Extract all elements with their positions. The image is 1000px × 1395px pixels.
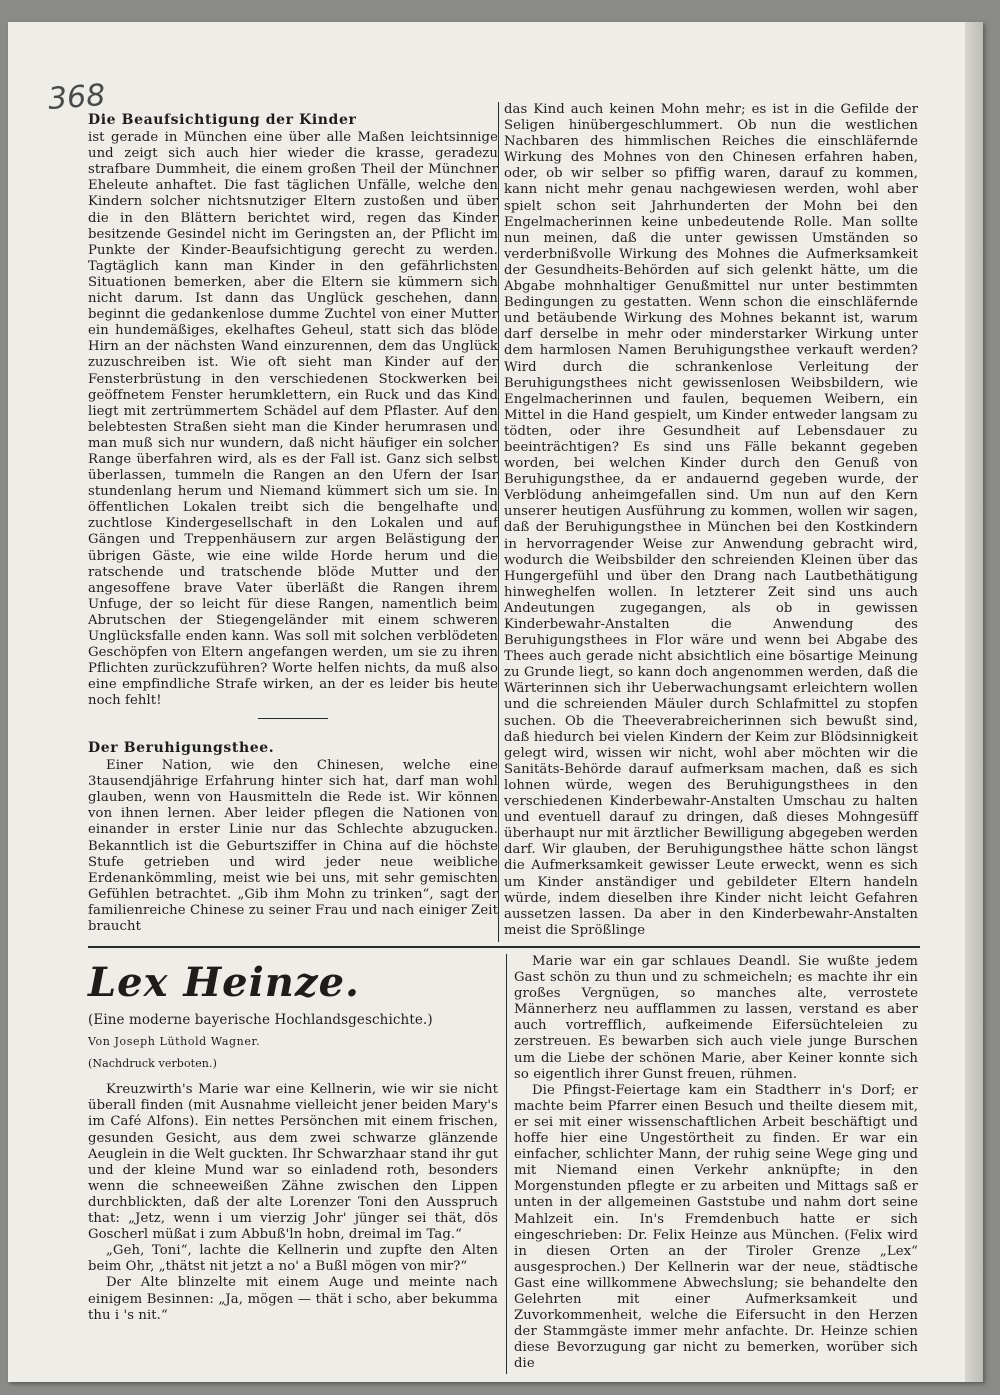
story-right-column bbox=[514, 954, 918, 1372]
upper-left-column bbox=[88, 112, 498, 709]
upper-right-column bbox=[504, 102, 918, 939]
article-title-beaufsichtigung: Die Beaufsichtigung der Kinder bbox=[88, 112, 357, 128]
story-subtitle: (Eine moderne bayerische Hochlandsgeschichte.) bbox=[88, 1012, 433, 1028]
reprint-note: (Nachdruck verboten.) bbox=[88, 1057, 217, 1071]
story-paragraph: Kreuzwirth's Marie war eine Kellnerin, wie wir sie nicht überall finden (mit Ausnahme vielleicht jener beiden Mary's im Café Alfons). Ein nettes Persönchen mit einem frischen, gesunden Gesicht, aus dem zwei schwarze glänzende Aeuglein in die Welt guckten. Ihr Schwarzhaar stand ihr gut und der kleine Mund war so einladend roth, besonders wenn die schneeweißen Zähne zwischen den Lippen durchblickten, daß der alte Lorenzer Toni den Ausspruch that: „Jetz, wenn i um vierzig Johr' jünger sei thät, dös Goscherl müßat i zum Abbuß'ln hobn, dreimal im Tag.“ bbox=[88, 1082, 498, 1243]
story-paragraph: Der Alte blinzelte mit einem Auge und meinte nach einigem Besinnen: „Ja, mögen — thät i scho, aber bekumma thu i 's nit.“ bbox=[88, 1275, 498, 1323]
article-body-beruhigungsthee: Einer Nation, wie den Chinesen, welche eine 3tausendjährige Erfahrung hinter sich hat, darf man wohl glauben, wenn von Hausmitteln die Rede ist. Wir können von ihnen lernen. Aber leider pflegen die Nationen von einander in erster Linie nur das Schlechte abzugucken. Bekanntlich ist die Geburtsziffer in China auf die höchste Stufe getrieben und wird jeder neue weibliche Erdenankömmling, meist wie bei uns, mit sehr gemischten Gefühlen betrachtet. „Gib ihm Mohn zu trinken“, sagt der familienreiche Chinese zu seiner Frau und nach einiger Zeit braucht bbox=[88, 758, 498, 935]
article-body-beruhigungsthee-continued: das Kind auch keinen Mohn mehr; es ist in die Gefilde der Seligen hinübergeschlummert. Ob nun die westlichen Nachbaren des himmlischen Reiches die einschläfernde Wirkung des Mohnes von den Chinesen erfahren haben, oder, ob wir selber so pfiffig waren, darauf zu kommen, kann nicht mehr genau nachgewiesen werden, wohl aber spielt schon seit Jahrhunderten der Mohn bei den Engelmacherinnen keine unbedeutende Rolle. Man sollte nun meinen, daß die unter gewissen Umständen so verderbnißvolle Wirkung des Mohnes die Aufmerksamkeit der Gesundheits-Behörden auf sich gelenkt hätte, um die Abgabe mohnhaltiger Genußmittel nur unter bestimmten Bedingungen zu gestatten. Wenn schon die einschläfernde und betäubende Wirkung des Mohnes bekannt ist, warum darf derselbe in mehr oder minderstarker Wirkung unter dem harmlosen Namen Beruhigungsthee verkauft werden? Wird durch die schrankenlose Verleitung der Beruhigungsthees nicht gewissenlosen Weibsbildern, wie Engelmacherinnen und faulen, bequemen Weibern, ein Mittel in die Hand gespielt, um Kinder entweder langsam zu tödten, oder ihre Gesundheit auf Lebensdauer zu beeinträchtigen? Es sind uns Fälle bekannt gegeben worden, bei welchen Kinder durch den Genuß von Beruhigungsthee, da er andauernd gegeben wurde, der Verblödung anheimgefallen sind. Um nun auf den Kern unserer heutigen Ausführung zu kommen, wollen wir sagen, daß der Beruhigungsthee in München bei den Kostkindern in hervorragender Weise zur Anwendung gebracht wird, wodurch die Weibsbilder den schreienden Kleinen über das Hungergefühl und über den Drang nach Lautbethätigung hinweghelfen wollen. In letzterer Zeit sind uns auch Andeutungen zugegangen, als ob in gewissen Kinderbewahr-Anstalten die Anwendung des Beruhigungsthees in Flor wäre und wenn bei Abgabe des Thees auch gerade nicht absichtlich eine bösartige Meinung zu Grunde liegt, so kann doch angenommen werden, daß die Wärterinnen sich ihr Ueberwachungsamt erleichtern wollen und die schreienden Mäuler durch Schlafmittel zu stopfen suchen. Ob die Theeverabreicherinnen sich bewußt sind, daß hiedurch bei vielen Kindern der Keim zur Blödsinnigkeit gelegt wird, wissen wir nicht, wohl aber möchten wir die Sanitäts-Behörde darauf aufmerksam machen, daß es sich lohnen würde, wegen des Beruhigungsthees in den verschiedenen Kinderbewahr-Anstalten Umschau zu halten und eventuell darauf zu dringen, daß dieses Mohngesüff überhaupt nur mit ärztlicher Bewilligung abgegeben werden darf. Wir glauben, der Beruhigungsthee hätte schon längst die Aufmerksamkeit gewisser Leute erweckt, wenn es sich um Kinder anständiger und gebildeter Eltern handeln würde, indem dieselben ihre Kinder nicht leicht Gefahren aussetzen lassen. Da aber in den Kinderbewahr-Anstalten meist die Sprößlinge bbox=[504, 102, 918, 938]
lower-column-divider bbox=[506, 954, 507, 1374]
article-title-beruhigungsthee: Der Beruhigungsthee. bbox=[88, 740, 275, 756]
story-paragraph: Die Pfingst-Feiertage kam ein Stadtherr in's Dorf; er machte beim Pfarrer einen Besuch und theilte diesem mit, er sei mit einer wissenschaftlichen Arbeit beschäftigt und hoffe hier eine Ungestörtheit zu finden. Er war ein einfacher, schlichter Mann, der ruhig seine Wege ging und mit Niemand einen Verkehr anknüpfte; in den Morgenstunden pflegte er zu arbeiten und Mittags saß er unten in der allgemeinen Gaststube und nahm dort seine Mahlzeit ein. In's Fremdenbuch hatte er sich eingeschrieben: Dr. Felix Heinze aus München. (Felix wird in diesen Orten an der Tiroler Grenze „Lex“ ausgesprochen.) Der Kellnerin war der neue, städtische Gast eine willkommene Abwechslung; sie behandelte den Gelehrten mit einer Aufmerksamkeit und Zuvorkommenheit, welche die Eifersucht in den Herzen der Stammgäste immer mehr anfachte. Dr. Heinze schien diese Bevorzugung gar nicht zu bemerken, worüber sich die bbox=[514, 1082, 918, 1372]
upper-column-divider bbox=[498, 102, 499, 942]
article-separator-rule bbox=[258, 718, 328, 719]
article-body-beaufsichtigung: ist gerade in München eine über alle Maßen leichtsinnige und zeigt sich auch hier wieder die krasse, geradezu strafbare Dummheit, die einem großen Theil der Münchner Eheleute anhaftet. Die fast täglichen Unfälle, welche den Kindern solcher nichtsnutziger Eltern zustoßen und über die in den Blättern berichtet wird, regen das Kinder besitzende Gesindel nicht im Geringsten an, der Pflicht im Punkte der Kinder-Beaufsichtigung gerecht zu werden. Tagtäglich kann man Kinder in den gefährlichsten Situationen bemerken, aber die Eltern sie kümmern sich nicht darum. Ist dann das Unglück geschehen, dann beginnt die gedankenlose dumme Zuchtel von einer Mutter ein hundemäßiges, ekelhaftes Geheul, statt sich das blöde Hirn an der nächsten Wand einzurennen, dem das Unglück zuzuschreiben ist. Wie oft sieht man Kinder auf der Fensterbrüstung in den verschiedenen Stockwerken bei geöffnetem Fenster herumklettern, ein Ruck und das Kind liegt mit zertrümmertem Schädel auf dem Pflaster. Auf den belebtesten Straßen sieht man die Kinder herumrasen und man muß sich nur wundern, daß nicht häufiger ein solcher Range überfahren wird, als es der Fall ist. Ganz sich selbst überlassen, tummeln die Rangen an den Ufern der Isar stundenlang herum und Niemand kümmert sich um sie. In öffentlichen Lokalen treibt sich die bengelhafte und zuchtlose Kindergesellschaft in den Lokalen und auf Gängen und Treppenhäusern zur argen Belästigung der übrigen Gäste, wie eine wilde Horde herum und die ratschende und tratschende blöde Mutter und der angesoffene brave Vater überläßt die Rangen ihrem Unfuge, der so leicht für diese Rangen, namentlich beim Abrutschen der Stiegengeländer mit einem schweren Unglücksfalle enden kann. Was soll mit solchen verblödeten Geschöpfen von Eltern angefangen werden, um sie zu ihren Pflichten zurückzuführen? Worte helfen nichts, da muß also eine empfindliche Strafe wirken, an der es leider bis heute noch fehlt! bbox=[88, 130, 498, 709]
handwritten-page-number: 368 bbox=[46, 78, 107, 117]
story-title: Lex Heinze. bbox=[88, 959, 360, 1006]
story-paragraph: „Geh, Toni“, lachte die Kellnerin und zupfte den Alten beim Ohr, „thätst nit jetzt a no' a Bußl mögen von mir?“ bbox=[88, 1243, 498, 1275]
story-left-column bbox=[88, 960, 498, 1324]
lower-left-column bbox=[88, 740, 498, 935]
story-paragraph: Marie war ein gar schlaues Deandl. Sie wußte jedem Gast schön zu thun und zu schmeicheln; es machte ihr ein großes Vergnügen, so manches alte, verrostete Männerherz neu aufflammen zu lassen, verstand es aber auch vortrefflich, aufkeimende Eifersüchteleien zu zerstreuen. Es bewarben sich auch viele junge Burschen um die Liebe der schönen Marie, aber Keiner konnte sich so eigentlich ihrer Gunst freuen, rühmen. bbox=[514, 954, 918, 1082]
newspaper-page bbox=[8, 22, 983, 1382]
story-author: Von Joseph Lüthold Wagner. bbox=[88, 1035, 261, 1049]
page-edge-shadow bbox=[965, 22, 983, 1382]
feuilleton-divider-rule bbox=[88, 946, 920, 948]
